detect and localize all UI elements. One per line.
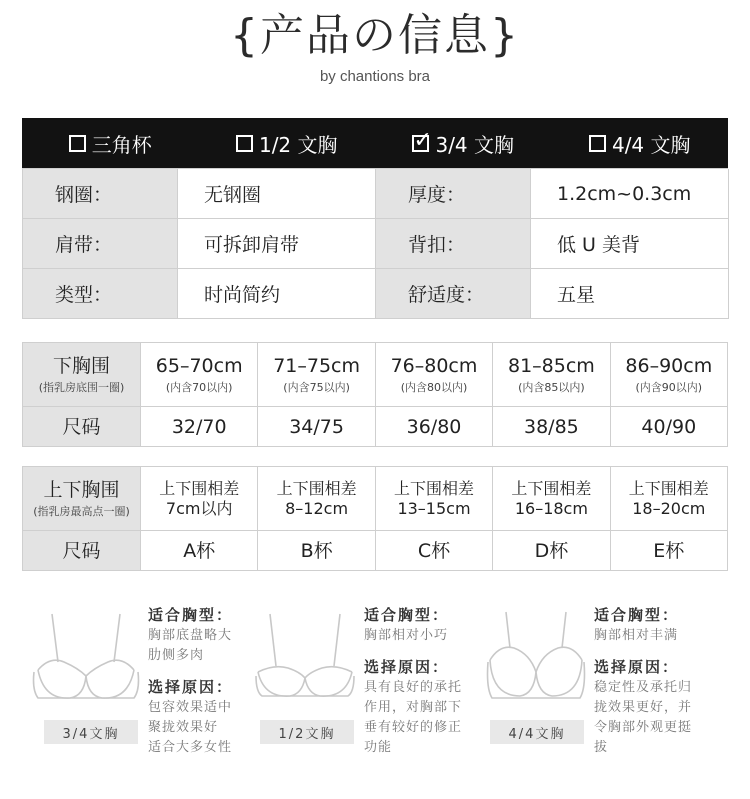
style-caption: 1/2文胸: [260, 720, 354, 744]
diff-title: 上下围相差: [628, 478, 709, 498]
spec-value: 时尚简约: [178, 269, 376, 319]
table-cell: [611, 531, 728, 571]
table-cell: [376, 343, 493, 407]
table-cell: [141, 467, 258, 531]
spec-label: 舒适度：: [376, 269, 531, 319]
table-cell: [258, 343, 375, 407]
cup-value: E杯: [653, 539, 685, 562]
half-cup-bra-illustration: [252, 610, 358, 710]
diff-title: 上下围相差: [159, 478, 240, 498]
diff-value: 16–18cm: [514, 498, 588, 518]
fit-title: 适合胸型：: [594, 606, 680, 624]
reason-title: 选择原因：: [148, 678, 234, 696]
diff-title: 上下围相差: [393, 478, 474, 498]
spec-value: 无钢圈: [178, 169, 376, 219]
spec-label: 钢圈：: [23, 169, 178, 219]
spec-value: 可拆卸肩带: [178, 219, 376, 269]
reason-line: 聚拢效果好: [148, 720, 219, 735]
row-header: [23, 531, 141, 571]
table-cell: [493, 531, 610, 571]
spec-label: 类型：: [23, 269, 178, 319]
reason-line: 垂有较好的修正: [364, 720, 463, 735]
bra-style-section: [0, 596, 750, 799]
diff-value: 18–20cm: [632, 498, 706, 518]
table-cell: [611, 343, 728, 407]
size-value: 32/70: [171, 415, 227, 438]
table-cell: [258, 531, 375, 571]
reason-line: 稳定性及承托归: [594, 680, 693, 695]
cup-value: B杯: [300, 539, 333, 562]
spec-grid: [22, 168, 728, 319]
cup-value: A杯: [183, 539, 216, 562]
size-grid: [22, 342, 728, 447]
fit-line: 胸部相对丰满: [594, 628, 679, 643]
range-value: 86–90cm: [625, 354, 713, 377]
range-value: 65–70cm: [155, 354, 243, 377]
tab-three-quarter-cup[interactable]: [375, 118, 552, 168]
row-header: [23, 407, 141, 447]
range-note: (内含85以内): [518, 380, 585, 394]
range-note: (内含80以内): [400, 380, 468, 394]
tab-half-cup[interactable]: [199, 118, 376, 168]
header-label: 尺码: [62, 539, 101, 562]
spec-label: 厚度：: [376, 169, 531, 219]
reason-line: 拔: [594, 740, 609, 755]
range-value: 71–75cm: [273, 354, 360, 377]
reason-title: 选择原因：: [364, 658, 450, 676]
style-description: [364, 604, 462, 758]
range-value: 81–85cm: [507, 354, 595, 377]
row-header: [23, 343, 141, 407]
style-description: [148, 604, 233, 758]
table-cell: [141, 407, 258, 447]
fit-title: 适合胸型：: [364, 606, 450, 624]
reason-line: 令胸部外观更挺: [594, 720, 693, 735]
header: [0, 0, 750, 100]
diff-value: 7cm以内: [165, 498, 233, 518]
page-title: {产品の信息}: [230, 10, 520, 61]
full-cup-bra-illustration: [484, 608, 588, 712]
diff-value: 8–12cm: [285, 498, 349, 518]
spec-label: 肩带：: [23, 219, 178, 269]
spec-value: 1.2cm~0.3cm: [531, 169, 729, 219]
style-description: [594, 604, 692, 758]
table-cell: [258, 407, 375, 447]
header-label: 下胸围: [52, 354, 110, 377]
fit-line: 胸部相对小巧: [364, 628, 449, 643]
tab-full-cup[interactable]: [552, 118, 729, 168]
header-note: (指乳房底围一圈): [38, 380, 125, 394]
size-value: 34/75: [289, 415, 344, 438]
checkbox-icon: [589, 135, 606, 152]
table-cell: [493, 467, 610, 531]
fit-title: 适合胸型：: [148, 606, 234, 624]
tab-label: 三角杯: [91, 132, 152, 157]
header-note: (指乳房最高点一圈): [33, 504, 130, 518]
table-cell: [141, 531, 258, 571]
checkbox-checked-icon: [412, 135, 429, 152]
cup-value: D杯: [534, 539, 569, 562]
range-note: (内含90以内): [635, 380, 703, 394]
cup-size-table: [22, 466, 728, 571]
size-value: 38/85: [524, 415, 579, 438]
diff-title: 上下围相差: [276, 478, 357, 498]
checkbox-icon: [236, 135, 253, 152]
table-cell: [258, 467, 375, 531]
three-quarter-bra-illustration: [30, 610, 142, 710]
table-cell: [493, 343, 610, 407]
tab-label: 3/4 文胸: [435, 132, 515, 157]
spec-label: 背扣：: [376, 219, 531, 269]
reason-line: 具有良好的承托: [364, 680, 463, 695]
table-cell: [376, 467, 493, 531]
table-cell: [493, 407, 610, 447]
reason-line: 拢效果更好，并: [594, 700, 693, 715]
range-note: (内含70以内): [165, 380, 233, 394]
style-caption: 4/4文胸: [490, 720, 584, 744]
tab-label: 1/2 文胸: [258, 132, 338, 157]
table-cell: [376, 531, 493, 571]
reason-title: 选择原因：: [594, 658, 680, 676]
underbust-size-table: [22, 342, 728, 447]
header-label: 尺码: [62, 415, 101, 438]
page-subtitle: by chantions bra: [319, 68, 431, 85]
size-value: 40/90: [641, 415, 697, 438]
cup-value: C杯: [417, 539, 451, 562]
bra-type-tabs: [22, 118, 728, 168]
product-spec-section: [22, 118, 728, 319]
style-caption: 3/4文胸: [44, 720, 138, 744]
reason-line: 功能: [364, 740, 393, 755]
range-value: 76–80cm: [390, 354, 478, 377]
row-header: [23, 467, 141, 531]
header-label: 上下胸围: [43, 478, 120, 501]
diff-value: 13–15cm: [397, 498, 471, 518]
reason-line: 适合大多女性: [148, 740, 233, 755]
fit-line: 肋侧多肉: [148, 648, 205, 663]
cup-grid: [22, 466, 728, 571]
reason-line: 包容效果适中: [148, 700, 233, 715]
table-cell: [611, 407, 728, 447]
table-cell: [611, 467, 728, 531]
tab-label: 4/4 文胸: [611, 132, 691, 157]
table-cell: [376, 407, 493, 447]
size-value: 36/80: [406, 415, 462, 438]
tab-triangle-cup[interactable]: [22, 118, 199, 168]
reason-line: 作用，对胸部下: [364, 700, 463, 715]
fit-line: 胸部底盘略大: [148, 628, 233, 643]
checkbox-icon: [69, 135, 86, 152]
range-note: (内含75以内): [283, 380, 350, 394]
spec-value: 五星: [531, 269, 729, 319]
table-cell: [141, 343, 258, 407]
diff-title: 上下围相差: [511, 478, 592, 498]
spec-value: 低 U 美背: [531, 219, 729, 269]
